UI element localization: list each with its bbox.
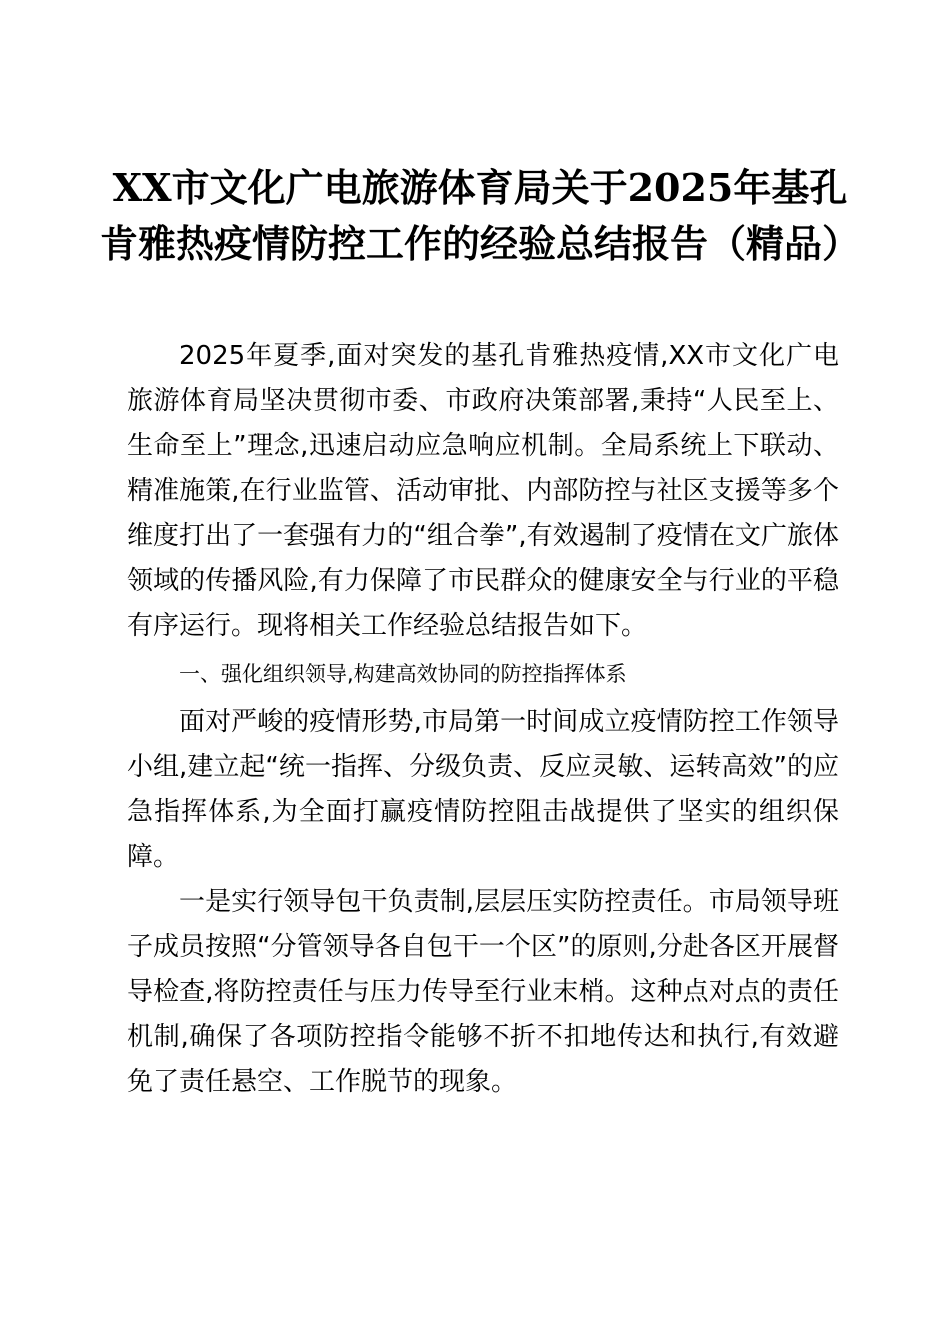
section-heading: 一、强化组织领导,构建高效协同的防控指挥体系 bbox=[179, 662, 627, 686]
intro-paragraph: 2025年夏季,面对突发的基孔肯雅热疫情,XX市文化广电旅游体育局坚决贯彻市委、市政府决策部署,秉持“人民至上、生命至上”理念,迅速启动应急响应机制。全局系统上下联动、精准施策,在行业监管、活动审批、内部防控与社区支援等多个维度打出了一套强有力的“组合拳”,有效遏制了疫情在文广旅体领域的传播风险,有力保障了市民群众的健康安全与行业的平稳有序运行。现将相关工作经验总结报告如下。 bbox=[127, 341, 839, 641]
body-paragraph: 面对严峻的疫情形势,市局第一时间成立疫情防控工作领导小组,建立起“统一指挥、分级负责、反应灵敏、运转高效”的应急指挥体系,为全面打赢疫情防控阻击战提供了坚实的组织保障。 bbox=[127, 707, 839, 872]
document-title: XX市文化广电旅游体育局关于2025年基孔肯雅热疫情防控工作的经验总结报告（精品） bbox=[100, 165, 861, 266]
document-body bbox=[127, 334, 839, 1105]
body-paragraph: 一是实行领导包干负责制,层层压实防控责任。市局领导班子成员按照“分管领导各自包干一个区”的原则,分赴各区开展督导检查,将防控责任与压力传导至行业末梢。这种点对点的责任机制,确保了各项防控指令能够不折不扣地传达和执行,有效避免了责任悬空、工作脱节的现象。 bbox=[127, 887, 839, 1097]
